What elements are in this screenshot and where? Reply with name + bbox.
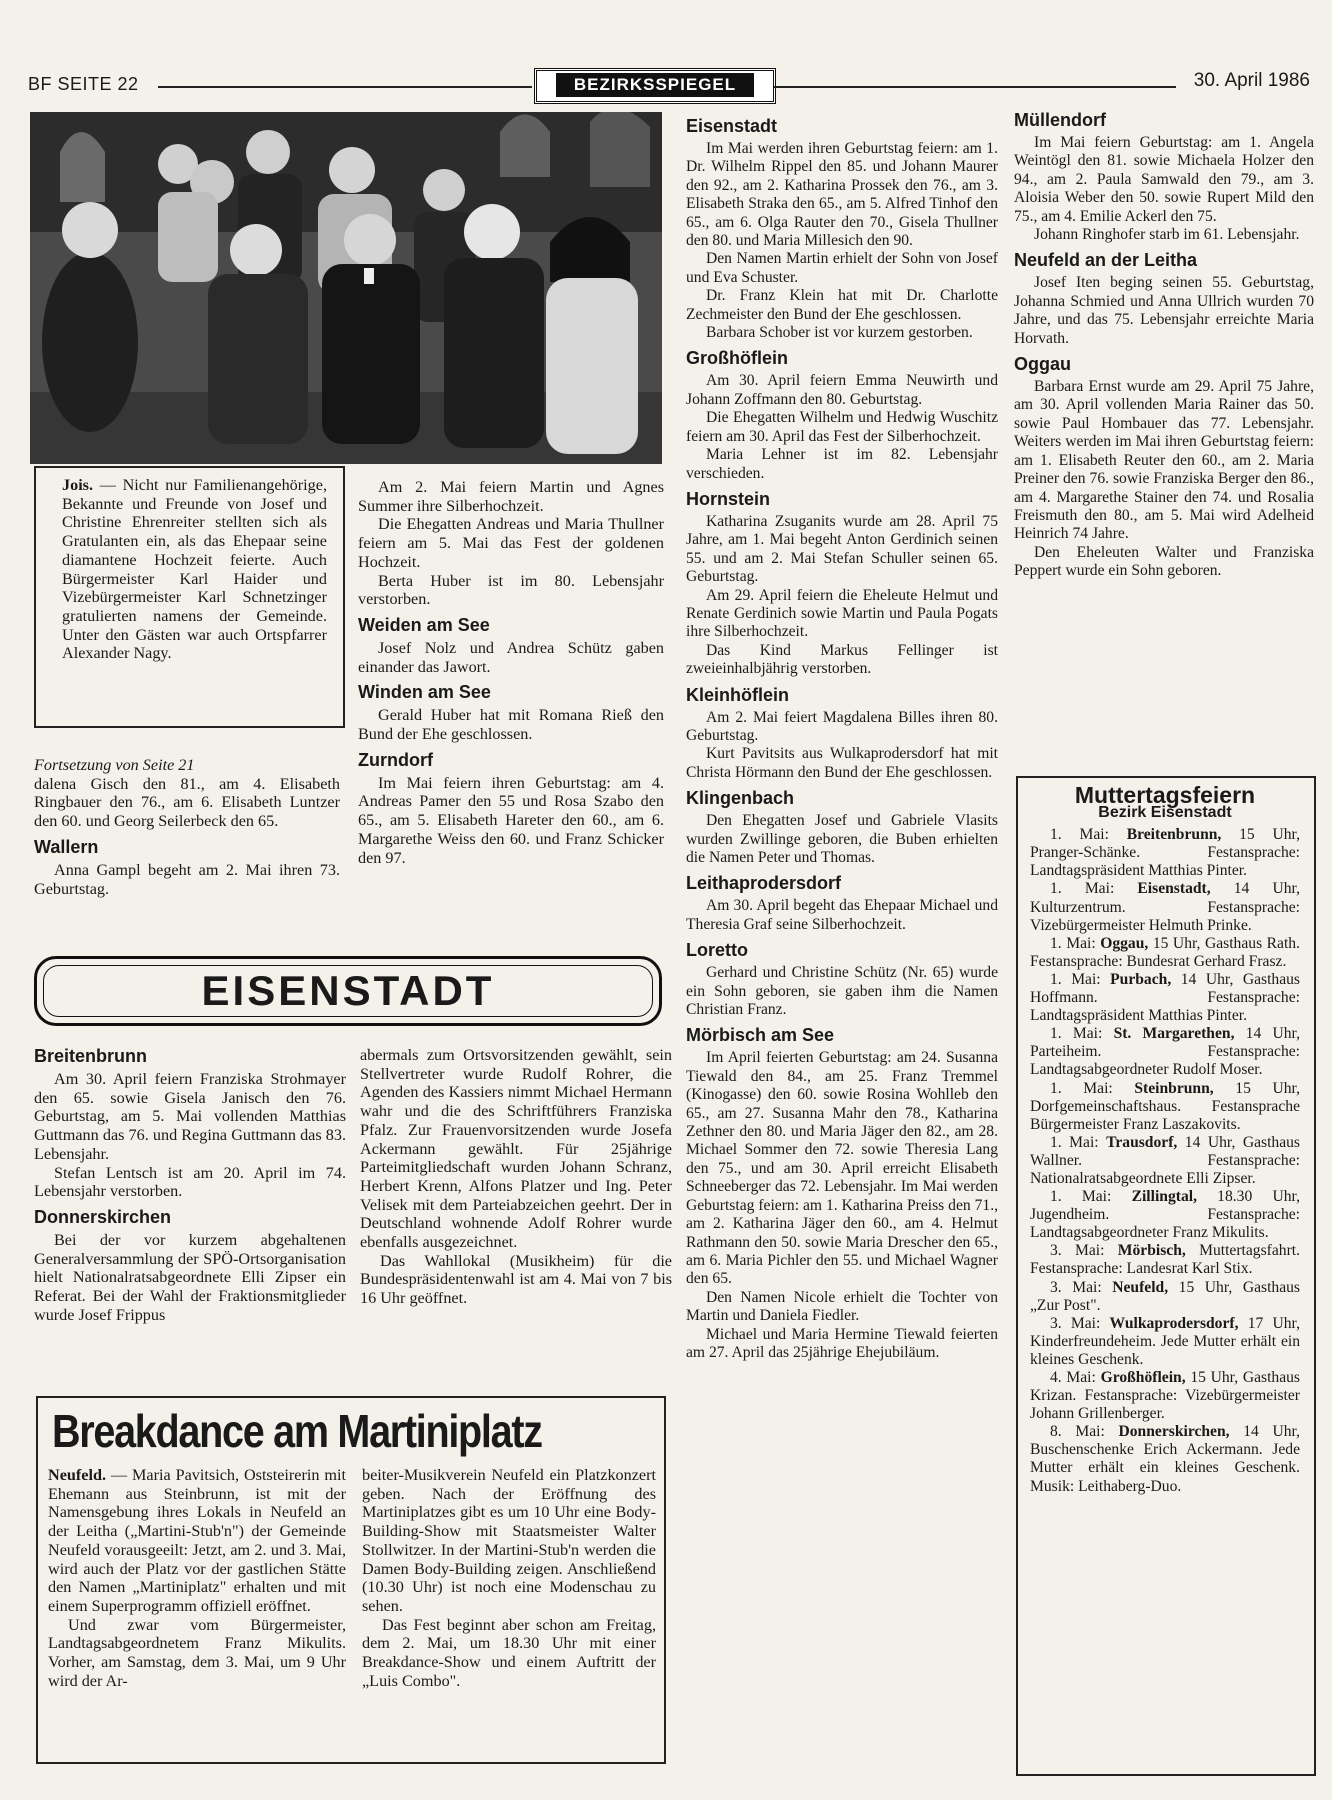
muttertag-item-text: 14 Uhr, Parteiheim. Festansprache: Landtagsabgeordneter Rudolf Moser. — [1030, 1025, 1300, 1079]
loretto-p1: Gerhard und Christine Schütz (Nr. 65) wurde ein Sohn geboren, sie gaben ihm die Namen Christian Franz. — [686, 964, 998, 1019]
muttertag-item-text: 18.30 Uhr, Jugendheim. Festansprache: Landtagsabgeordneter Franz Mikulits. — [1030, 1188, 1300, 1242]
muttertag-item-text: 14 Uhr, Gasthaus Hoffmann. Festansprache: Landtagspräsident Matthias Pinter. — [1030, 970, 1300, 1025]
grosshoeflein-p2: Die Ehegatten Wilhelm und Hedwig Wuschitz feiern am 30. April das Fest der Silberhochzeit. — [686, 409, 998, 445]
eisenstadt-p2: Den Namen Martin erhielt der Sohn von Josef und Eva Schuster. — [686, 250, 998, 286]
eisenstadt-p3: Dr. Franz Klein hat mit Dr. Charlotte Zechmeister den Bund der Ehe geschlossen. — [686, 287, 998, 323]
muttertag-item — [1030, 1080, 1300, 1134]
heading-klingenbach: Klingenbach — [686, 788, 795, 809]
breitenbrunn-p2: Stefan Lentsch ist am 20. April im 74. Lebensjahr verstorben. — [34, 1163, 346, 1201]
muttertag-item-place: Purbach, — [1110, 970, 1172, 988]
muttertag-item-date: 1. Mai: — [1050, 1025, 1103, 1043]
muttertag-subtitle: Bezirk Eisenstadt — [1098, 804, 1232, 822]
header-rule-left — [158, 86, 532, 88]
muttertag-item-place: Donnerskirchen, — [1118, 1423, 1230, 1441]
breitenbrunn-p1: Am 30. April feiern Franziska Strohmayer den 65. sowie Gisela Janisch den 76. Geburtstag, am 5. Mai vollenden Matthias Guttmann das 76. und Regina Guttmann das 83. Lebensjahr. — [34, 1070, 346, 1163]
muellendorf-p1: Im Mai feiern Geburtstag: am 1. Angela Weintögl den 81. sowie Michaela Holzer den 94., am 2. Paula Samwald den 79., am 3. Aloisia Weber den 50. sowie Rupert Mild den 75., am 4. Emilie Ackerl den 75. — [1014, 134, 1314, 225]
continuation-text: dalena Gisch den 81., am 4. Elisabeth Ringbauer den 76., am 6. Elisabeth Luntzer den 60. und Georg Seilerbeck den 65. — [34, 774, 340, 831]
muttertag-item — [1030, 826, 1300, 880]
muttertag-item-text: 15 Uhr, Pranger-Schänke. Festansprache: Landtagspräsident Matthias Pinter. — [1030, 826, 1300, 880]
muttertag-item — [1030, 971, 1300, 1025]
photo-caption — [62, 476, 327, 663]
wahllokal-text: Das Wahllokal (Musikheim) für die Bundespräsidentenwahl ist am 4. Mai von 7 bis 16 Uhr geöffnet. — [360, 1251, 672, 1308]
muttertag-item-date: 1. Mai: — [1050, 1079, 1113, 1097]
muttertag-item-place: Zillingtal, — [1131, 1188, 1197, 1206]
heading-oggau: Oggau — [1014, 354, 1071, 375]
moerbisch-p1: Im April feierten Geburtstag: am 24. Susanna Tiewald den 84., am 25. Franz Tremmel (Kinogasse) den 60. sowie Rosina Wohlleb den 65., am 27. Susanna Mahr den 78., Katharina Zethner den 80. und Maria Jäger den 82., am 28. Michael Sommer den 72. sowie Theresia Lang den 75., und am 30. April erreicht Elisabeth Schneeberger das 72. Lebensjahr. Im Mai werden Geburtstag feiern: am 1. Katharina Preiss den 71., am 2. Katharina Jäger den 60., am 4. Helmut Rathmann den 50. sowie Maria Drescher den 65., am 6. Maria Pichler den 55. und Michael Wagner den 65. — [686, 1049, 998, 1288]
muttertag-title: Muttertagsfeiern — [1074, 782, 1256, 808]
muttertag-item — [1030, 1423, 1300, 1495]
klingenbach-p1: Den Ehegatten Josef und Gabriele Vlasits wurden Zwillinge geboren, die Buben erhielten die Namen Peter und Thomas. — [686, 812, 998, 866]
eisenstadt-column-2 — [360, 1046, 672, 1308]
breakdance-lead: Neufeld. — [48, 1466, 106, 1484]
donnerskirchen-cont: abermals zum Ortsvorsitzenden gewählt, sein Stellvertreter wurde Rudolf Rohrer, die Agenden des Kassiers nimmt Michael Hermann wahr und die des Schriftführers Franziska Pfalz. Zur Frauenvorsitzenden wurde Josefa Ackermann gewählt. Für 25jährige Parteimitgliedschaft wurden Johann Schranz, Herbert Krenn, Alfons Platzer und Ing. Peter Velisek mit dem Parteiabzeichen geehrt. Der in Deutschland wohnende Adolf Rohrer wurde ebenfalls ausgezeichnet. — [360, 1046, 672, 1252]
page-label: BF SEITE 22 — [28, 74, 139, 94]
breakdance-title: Breakdance am Martiniplatz — [52, 1405, 542, 1457]
muttertag-item-place: Großhöflein, — [1100, 1369, 1186, 1386]
muttertag-item — [1030, 1279, 1300, 1315]
muttertag-item-text: 14 Uhr, Buschenschenke Erich Ackermann. Jede Mutter erhält ein kleines Geschenk. Musik: Leithaberg-Duo. — [1030, 1423, 1301, 1495]
muttertag-item — [1030, 1315, 1300, 1369]
kleinhoeflein-p1: Am 2. Mai feiert Magdalena Billes ihren 80. Geburtstag. — [686, 708, 998, 744]
section-title: BEZIRKSSPIEGEL — [556, 73, 754, 97]
page-date: 30. April 1986 — [1193, 70, 1310, 91]
group-photo — [30, 112, 662, 464]
header-rule-right — [774, 86, 1176, 88]
heading-muellendorf: Müllendorf — [1014, 110, 1106, 130]
hornstein-p1: Katharina Zsuganits wurde am 28. April 75 Jahre, am 1. Mai begeht Anton Gerdinich seinen 55. und am 2. Mai Stefan Schuller seinen 65. Geburtstag. — [686, 512, 998, 586]
leithaprodersdorf-p1: Am 30. April begeht das Ehepaar Michael und Theresia Graf seine Silberhochzeit. — [686, 897, 998, 933]
zurndorf-text: Im Mai feiern ihren Geburtstag: am 4. Andreas Pamer den 55 und Rosa Szabo den 65., am 5. Elisabeth Hareter den 60., am 6. Margarethe Weiss den 60. und Franz Schicker den 97. — [358, 773, 664, 867]
caption-lead: Jois. — [62, 476, 94, 494]
muttertag-item-text: 17 Uhr, Kinderfreundeheim. Jede Mutter erhält ein kleines Geschenk. — [1030, 1314, 1300, 1368]
muttertag-item-text: 15 Uhr, Gasthaus Rath. Festansprache: Bundesrat Gerhard Frasz. — [1030, 934, 1301, 970]
muttertag-item — [1030, 880, 1300, 934]
heading-eisenstadt: Eisenstadt — [686, 116, 778, 136]
breakdance-p2: Und zwar vom Bürgermeister, Landtagsabgeordnetem Franz Mikulits. Vorher, am Samstag, dem 3. Mai, um 9 Uhr wird der Ar- — [48, 1615, 346, 1690]
muttertag-item-text: 15 Uhr, Dorfgemeinschaftshaus. Festansprache Bürgermeister Franz Laszakovits. — [1030, 1079, 1300, 1133]
muttertag-item-date: 1. Mai: — [1050, 934, 1096, 952]
muttertag-item-date: 8. Mai: — [1050, 1423, 1105, 1441]
grosshoeflein-p3: Maria Lehner ist im 82. Lebensjahr verschieden. — [686, 446, 998, 482]
muttertag-item-date: 3. Mai: — [1050, 1278, 1102, 1296]
muttertag-item-date: 3. Mai: — [1050, 1242, 1105, 1260]
jois-p2: Die Ehegatten Andreas und Maria Thullner feiern am 5. Mai das Fest der goldenen Hochzeit. — [358, 515, 664, 571]
column-3 — [686, 116, 998, 1362]
muttertag-item — [1030, 1025, 1300, 1079]
heading-weiden: Weiden am See — [358, 614, 490, 635]
heading-hornstein: Hornstein — [686, 488, 771, 509]
heading-grosshoeflein: Großhöflein — [686, 348, 788, 369]
muttertag-item-text: 14 Uhr, Gasthaus Wallner. Festansprache: Nationalratsabgeordnete Elli Zipser. — [1030, 1133, 1301, 1187]
donnerskirchen-text: Bei der vor kurzem abgehaltenen Generalversammlung der SPÖ-Ortsorganisation hielt Nationalratsabgeordnete Elli Zipser ein Referat. Bei der Wahl der Fraktionsmitglieder wurde Josef Frippus — [34, 1230, 346, 1324]
breakdance-p1 — [48, 1466, 346, 1616]
muttertag-item — [1030, 935, 1300, 971]
group-photo-image — [30, 112, 662, 464]
breakdance-column-2 — [362, 1466, 656, 1690]
muttertag-item-date: 3. Mai: — [1050, 1314, 1101, 1332]
eisenstadt-p4: Barbara Schober ist vor kurzem gestorben. — [706, 324, 973, 342]
muttertag-item-date: 1. Mai: — [1050, 880, 1115, 898]
eisenstadt-column-1 — [34, 1046, 346, 1324]
caption-text: — Nicht nur Familienangehörige, Bekannte und Freunde von Josef und Christine Ehrenreiter stellten sich als Gratulanten ein, als das Ehepaar seine diamantene Hochzeit feierte. Auch Bürgermeister Karl Haider und Vizebürgermeister Karl Schnetzinger gratulierten namens der Gemeinde. Unter den Gästen war auch Ortspfarrer Alexander Nagy. — [62, 476, 327, 663]
muttertag-item — [1030, 1134, 1300, 1188]
continuation-note: Fortsetzung von Seite 21 — [34, 756, 195, 774]
breakdance-p4: Das Fest beginnt aber schon am Freitag, dem 2. Mai, um 18.30 Uhr mit einer Breakdance-Show und einem Auftritt der „Luis Combo". — [362, 1615, 656, 1690]
muttertag-item-place: Wulkaprodersdorf, — [1109, 1314, 1239, 1332]
muttertag-item-place: Oggau, — [1100, 934, 1149, 952]
heading-wallern: Wallern — [34, 836, 99, 857]
heading-moerbisch: Mörbisch am See — [686, 1025, 835, 1046]
oggau-p1: Barbara Ernst wurde am 29. April 75 Jahre, am 30. April vollenden Maria Rainer das 50. sowie Paul Hombauer das 77. Lebensjahr. Weiters werden im Mai ihren Geburtstag feiern: am 1. Elisabeth Reuter den 60., am 2. Maria Preiner den 76. sowie Franziska Berger den 86., am 4. Margarethe Stainer den 74. und Rosalia Freismuth den 80., am 5. Mai wird Adelheid Heinrich 74 Jahre. — [1014, 378, 1314, 543]
column-1-lower — [34, 756, 340, 898]
muttertag-item-text: Muttertagsfahrt. Festansprache: Landesrat Karl Stix. — [1030, 1242, 1301, 1278]
moerbisch-p2: Den Namen Nicole erhielt die Tochter von Martin und Daniela Fiedler. — [686, 1288, 998, 1325]
heading-donnerskirchen: Donnerskirchen — [34, 1206, 172, 1227]
muttertag-item-date: 1. Mai: — [1050, 826, 1109, 844]
muttertag-item-place: Breitenbrunn, — [1126, 826, 1222, 844]
muttertag-item-date: 1. Mai: — [1050, 1133, 1099, 1151]
muellendorf-p2: Johann Ringhofer starb im 61. Lebensjahr. — [1034, 226, 1300, 244]
muttertag-item — [1030, 1188, 1300, 1242]
wallern-text: Anna Gampl begeht am 2. Mai ihren 73. Geburtstag. — [34, 860, 340, 898]
hornstein-p3: Das Kind Markus Fellinger ist zweieinhalbjährig verstorben. — [686, 641, 998, 678]
weiden-text: Josef Nolz und Andrea Schütz gaben einander das Jawort. — [358, 638, 664, 676]
muttertag-item-date: 1. Mai: — [1050, 970, 1101, 988]
caption-paragraph — [62, 476, 327, 663]
heading-breitenbrunn: Breitenbrunn — [34, 1046, 148, 1066]
column-2-upper — [358, 478, 664, 867]
eisenstadt-p1: Im Mai werden ihren Geburtstag feiern: am 1. Dr. Wilhelm Rippel den 85. und Johann Maurer den 92., am 2. Katharina Prossek den 76., am 3. Elisabeth Straka den 65., am 5. Alfred Tinhof den 65., am 6. Olga Rauter den 70., Gisela Thullner den 80. und Maria Millesich den 90. — [686, 140, 998, 250]
eisenstadt-banner — [34, 956, 662, 1026]
oggau-p2: Den Eheleuten Walter und Franziska Peppert wurde ein Sohn geboren. — [1014, 543, 1314, 580]
column-4 — [1014, 110, 1314, 581]
jois-p1: Am 2. Mai feiern Martin und Agnes Summer ihre Silberhochzeit. — [358, 478, 664, 515]
muttertag-item-place: Eisenstadt, — [1137, 880, 1211, 898]
heading-winden: Winden am See — [358, 682, 491, 703]
neufeld-p1: Josef Iten beging seinen 55. Geburtstag, Johanna Schmied und Anna Ullrich wurden 70 Jahre, und das 75. Lebensjahr erreichte Maria Horvath. — [1014, 274, 1314, 347]
heading-kleinhoeflein: Kleinhöflein — [686, 684, 789, 705]
muttertag-item-text: 14 Uhr, Kulturzentrum. Festansprache: Vizebürgermeister Helmuth Prinke. — [1030, 880, 1300, 934]
muttertag-item-place: Steinbrunn, — [1134, 1079, 1214, 1097]
eisenstadt-banner-text: EISENSTADT — [43, 965, 653, 1017]
kleinhoeflein-p2: Kurt Pavitsits aus Wulkaprodersdorf hat mit Christa Hörmann den Bund der Ehe geschlossen. — [686, 745, 998, 781]
breakdance-p1-text: — Maria Pavitsich, Oststeirerin mit Ehemann aus Steinbrunn, ist mit der Namensgebung ihres Lokals in Neufeld an der Leitha („Martini-Stub'n") der Gemeinde Neufeld vorausgeeilt: Jetzt, am 2. und 3. Mai, wird auch der Platz vor der gastlichen Stätte den Namen „Martiniplatz" erhalten und mit einem Superprogramm offiziell eröffnet. — [48, 1466, 346, 1615]
hornstein-p2: Am 29. April feiern die Eheleute Helmut und Renate Gerdinich sowie Martin und Paula Pogats ihre Silberhochzeit. — [686, 586, 998, 641]
breakdance-column-1 — [48, 1466, 346, 1690]
muttertag-item-place: Mörbisch, — [1117, 1242, 1186, 1260]
muttertag-content — [1030, 782, 1301, 1496]
muttertag-item-text: 15 Uhr, Gasthaus „Zur Post". — [1030, 1278, 1301, 1314]
heading-neufeld: Neufeld an der Leitha — [1014, 250, 1198, 271]
heading-zurndorf: Zurndorf — [358, 749, 433, 770]
heading-leithaprodersdorf: Leithaprodersdorf — [686, 873, 842, 894]
muttertag-item-text: 15 Uhr, Gasthaus Krizan. Festansprache: Vizebürgermeister Johann Grillenberger. — [1030, 1369, 1301, 1423]
muttertag-item-place: Neufeld, — [1112, 1278, 1169, 1296]
grosshoeflein-p1: Am 30. April feiern Emma Neuwirth und Johann Zoffmann den 80. Geburtstag. — [686, 372, 998, 408]
heading-loretto: Loretto — [686, 940, 748, 961]
muttertag-list — [1030, 826, 1300, 1495]
breakdance-p3: beiter-Musikverein Neufeld ein Platzkonzert geben. Nach der Eröffnung des Martiniplatzes gibt es um 10 Uhr eine Body-Building-Show mit Staatsmeister Walter Stollwitzer. In der Martini-Stub'n werden die Damen Body-Building zeigen. Anschließend (10.30 Uhr) ist noch eine Modenschau zu sehen. — [362, 1466, 656, 1615]
muttertag-item — [1030, 1369, 1300, 1423]
moerbisch-p3: Michael und Maria Hermine Tiewald feierten am 27. April das 25jährige Ehejubiläum. — [686, 1325, 998, 1361]
muttertag-item — [1030, 1242, 1300, 1278]
winden-text: Gerald Huber hat mit Romana Rieß den Bund der Ehe geschlossen. — [358, 706, 664, 744]
muttertag-item-place: St. Margarethen, — [1113, 1025, 1235, 1043]
muttertag-item-date: 1. Mai: — [1050, 1188, 1112, 1206]
jois-p3: Berta Huber ist im 80. Lebensjahr verstorben. — [358, 571, 664, 609]
section-banner — [534, 68, 776, 104]
muttertag-item-date: 4. Mai: — [1050, 1369, 1096, 1386]
muttertag-item-place: Trausdorf, — [1106, 1133, 1178, 1151]
